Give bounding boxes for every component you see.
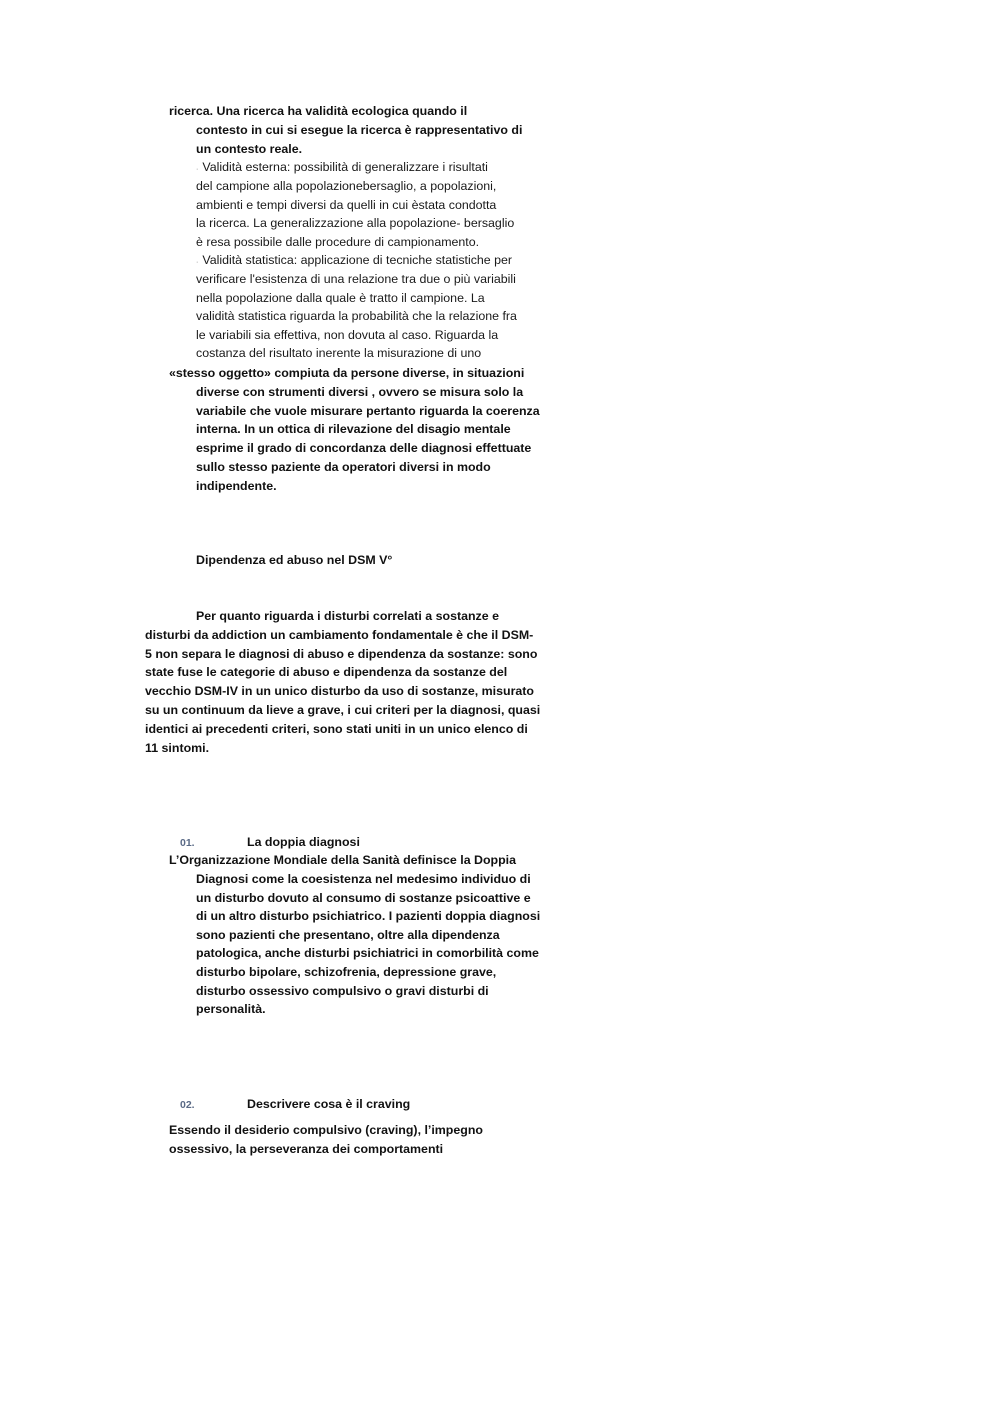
section-number: 01. (180, 837, 195, 849)
text-line: ossessivo, la perseveranza dei comportamenti (169, 1142, 444, 1156)
text-line: personalità. (196, 1002, 266, 1016)
text-line: vecchio DSM-IV in un unico disturbo da uso di sostanze, misurato (145, 684, 534, 698)
text-line: sono pazienti che presentano, oltre alla dipendenza (196, 928, 500, 942)
text-line: indipendente. (196, 479, 277, 493)
text-line: «stesso oggetto» compiuta da persone diverse, in situazioni (169, 366, 525, 380)
text-line: di un altro disturbo psichiatrico. I pazienti doppia diagnosi (196, 909, 541, 923)
text-line: nella popolazione dalla quale è tratto il campione. La (196, 291, 485, 305)
text-line: interna. In un ottica di rilevazione del disagio mentale (196, 422, 511, 436)
text-line: variabile che vuole misurare pertanto riguarda la coerenza (196, 404, 540, 418)
text-line: su un continuum da lieve a grave, i cui criteri per la diagnosi, quasi (145, 703, 541, 717)
text-line: la ricerca. La generalizzazione alla popolazione- bersaglio (196, 216, 515, 230)
text-line: un disturbo dovuto al consumo di sostanze psicoattive e (196, 891, 531, 905)
section-heading-dsm: Dipendenza ed abuso nel DSM V° (196, 553, 393, 567)
text-line: · Validità statistica: applicazione di tecniche statistiche per (196, 253, 513, 267)
text-line: ricerca. Una ricerca ha validità ecologica quando il (169, 104, 468, 118)
text-line: disturbo bipolare, schizofrenia, depressione grave, (196, 965, 497, 979)
section-title: Descrivere cosa è il craving (247, 1097, 411, 1111)
text-line: validità statistica riguarda la probabilità che la relazione fra (196, 309, 517, 323)
text-line: Per quanto riguarda i disturbi correlati a sostanze e (196, 609, 499, 623)
text-line: sullo stesso paziente da operatori diversi in modo (196, 460, 491, 474)
text-line: costanza del risultato inerente la misurazione di uno (196, 346, 482, 360)
text-line: disturbo ossessivo compulsivo o gravi disturbi di (196, 984, 489, 998)
text-line: contesto in cui si esegue la ricerca è rappresentativo di (196, 123, 523, 137)
text-line: ambienti e tempi diversi da quelli in cui èstata condotta (196, 198, 497, 212)
bullet-icon: · (196, 259, 199, 266)
text-line: L’Organizzazione Mondiale della Sanità definisce la Doppia (169, 853, 517, 867)
text-line: patologica, anche disturbi psichiatrici in comorbilità come (196, 946, 539, 960)
text-line: Diagnosi come la coesistenza nel medesimo individuo di (196, 872, 531, 886)
section-number: 02. (180, 1099, 195, 1111)
text-line: Essendo il desiderio compulsivo (craving), l’impegno (169, 1123, 483, 1137)
text-line: 5 non separa le diagnosi di abuso e dipendenza da sostanze: sono (145, 647, 538, 661)
text-line: 11 sintomi. (145, 741, 210, 755)
text-line: è resa possibile dalle procedure di campionamento. (196, 235, 480, 249)
text-line: verificare l'esistenza di una relazione tra due o più variabili (196, 272, 516, 286)
text-line: del campione alla popolazionebersaglio, a popolazioni, (196, 179, 497, 193)
text-line: · Validità esterna: possibilità di generalizzare i risultati (196, 160, 488, 174)
text-line: diverse con strumenti diversi , ovvero se misura solo la (196, 385, 524, 399)
text-line: identici ai precedenti criteri, sono stati uniti in un unico elenco di (145, 722, 528, 736)
section-title: La doppia diagnosi (247, 835, 360, 849)
text-line: state fuse le categorie di abuso e dipendenza da sostanze del (145, 665, 508, 679)
text-line: esprime il grado di concordanza delle diagnosi effettuate (196, 441, 532, 455)
text-line: le variabili sia effettiva, non dovuta al caso. Riguarda la (196, 328, 499, 342)
text-line: un contesto reale. (196, 142, 303, 156)
text-line: disturbi da addiction un cambiamento fondamentale è che il DSM- (145, 628, 534, 642)
bullet-icon: · (196, 166, 199, 173)
